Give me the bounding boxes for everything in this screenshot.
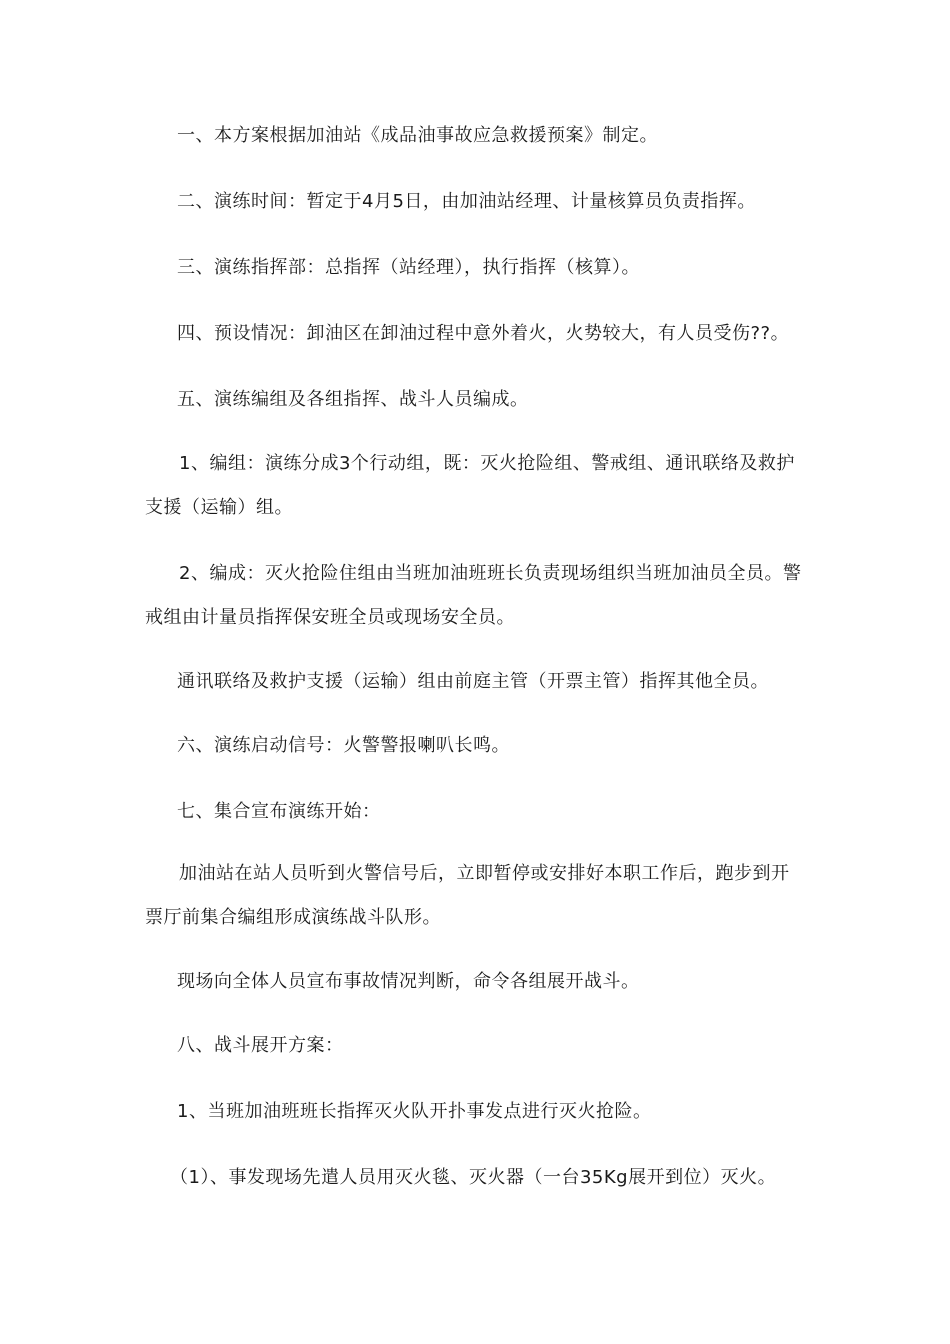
paragraph-7: 2、编成：灭火抢险住组由当班加油班班长负责现场组织当班加油员全员。警戒组由计量员指挥保安班全员或现场安全员。 xyxy=(145,563,802,628)
paragraph-6: 1、编组：演练分成3个行动组，既：灭火抢险组、警戒组、通讯联络及救护支援（运输）组。 xyxy=(145,453,795,518)
paragraph-10: 七、集合宣布演练开始： xyxy=(177,801,381,822)
paragraph-3: 三、演练指挥部：总指挥（站经理），执行指挥（核算）。 xyxy=(177,257,640,278)
paragraph-1: 一、本方案根据加油站《成品油事故应急救援预案》制定。 xyxy=(177,125,658,146)
paragraph-8: 通讯联络及救护支援（运输）组由前庭主管（开票主管）指挥其他全员。 xyxy=(177,671,769,692)
paragraph-15: （1）、事发现场先遣人员用灭火毯、灭火器（一台35Kg展开到位）灭火。 xyxy=(170,1167,777,1188)
paragraph-5: 五、演练编组及各组指挥、战斗人员编成。 xyxy=(177,389,529,410)
paragraph-11: 加油站在站人员听到火警信号后，立即暂停或安排好本职工作后，跑步到开票厅前集合编组形成演练战斗队形。 xyxy=(145,863,790,928)
paragraph-14: 1、当班加油班班长指挥灭火队开扑事发点进行灭火抢险。 xyxy=(177,1101,652,1122)
paragraph-9: 六、演练启动信号：火警警报喇叭长鸣。 xyxy=(177,735,510,756)
paragraph-12: 现场向全体人员宣布事故情况判断，命令各组展开战斗。 xyxy=(177,971,640,992)
paragraph-4: 四、预设情况：卸油区在卸油过程中意外着火，火势较大，有人员受伤??。 xyxy=(177,323,790,344)
paragraph-2: 二、演练时间：暂定于4月5日，由加油站经理、计量核算员负责指挥。 xyxy=(177,191,756,212)
paragraph-13: 八、战斗展开方案： xyxy=(177,1035,344,1056)
